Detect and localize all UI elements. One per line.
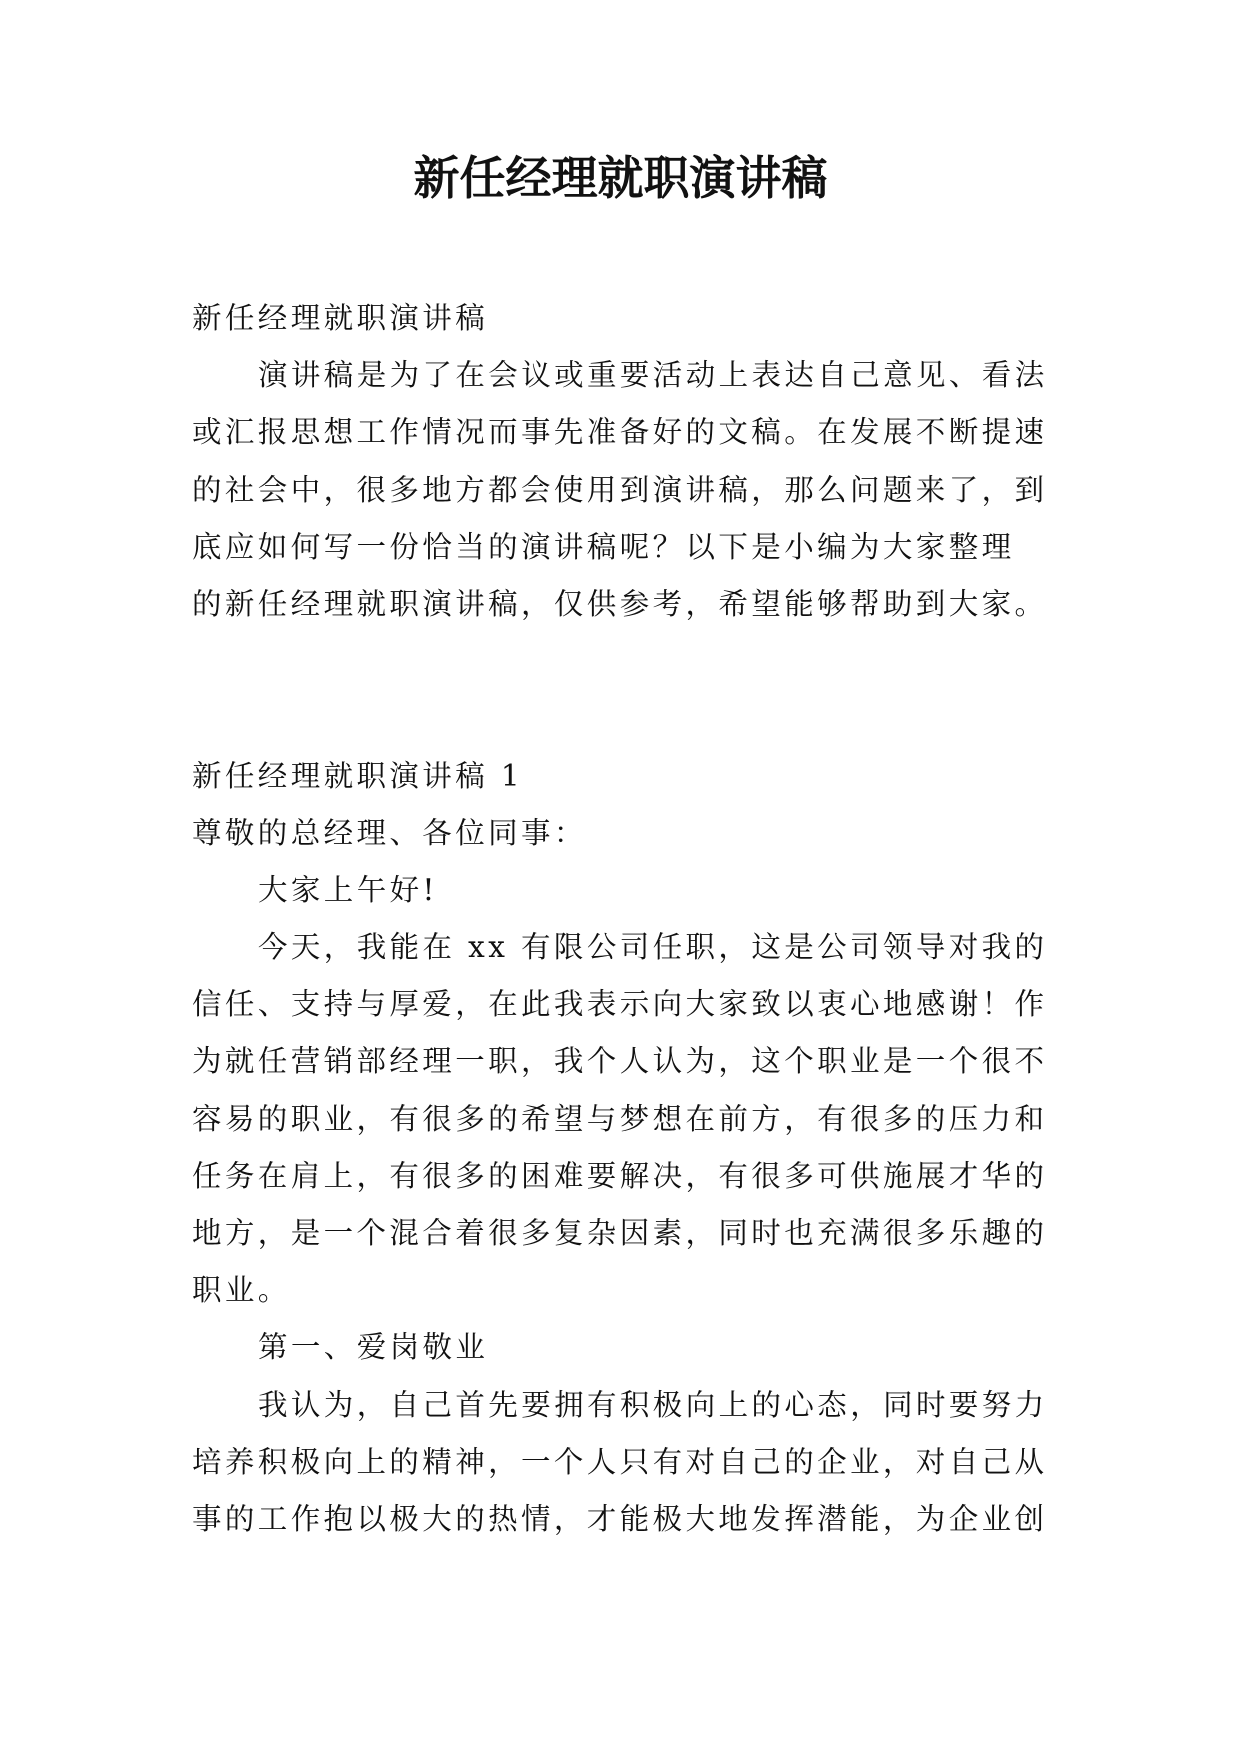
salutation: 尊敬的总经理、各位同事： — [192, 815, 587, 850]
document-title: 新任经理就职演讲稿 — [413, 151, 828, 205]
paragraph-line: 我认为，自己首先要拥有积极向上的心态，同时要努力 — [258, 1387, 1048, 1422]
paragraph-line: 容易的职业，有很多的希望与梦想在前方，有很多的压力和 — [192, 1101, 1048, 1136]
document-subtitle: 新任经理就职演讲稿 — [192, 301, 489, 335]
paragraph-line: 信任、支持与厚爱，在此我表示向大家致以衷心地感谢！作 — [192, 987, 1048, 1022]
paragraph-line: 培养积极向上的精神，一个人只有对自己的企业，对自己从 — [192, 1444, 1048, 1479]
intro-line: 底应如何写一份恰当的演讲稿呢？以下是小编为大家整理 — [192, 529, 1015, 564]
paragraph-line: 为就任营销部经理一职，我个人认为，这个职业是一个很不 — [192, 1044, 1048, 1079]
greeting: 大家上午好! — [258, 872, 438, 907]
point-heading: 第一、爱岗敬业 — [258, 1330, 489, 1365]
paragraph-line: 任务在肩上，有很多的困难要解决，有很多可供施展才华的 — [192, 1158, 1048, 1193]
intro-line: 或汇报思想工作情况而事先准备好的文稿。在发展不断提速 — [192, 415, 1048, 450]
intro-line: 的社会中，很多地方都会使用到演讲稿，那么问题来了，到 — [192, 472, 1048, 507]
document-body — [192, 290, 1062, 1548]
paragraph-line: 地方，是一个混合着很多复杂因素，同时也充满很多乐趣的 — [192, 1216, 1048, 1251]
paragraph-line: 事的工作抱以极大的热情，才能极大地发挥潜能，为企业创 — [192, 1501, 1048, 1536]
paragraph-line: 职业。 — [192, 1273, 291, 1308]
paragraph-line: 今天，我能在 xx 有限公司任职，这是公司领导对我的 — [258, 930, 1048, 965]
section-heading: 新任经理就职演讲稿 1 — [192, 758, 524, 793]
intro-line: 演讲稿是为了在会议或重要活动上表达自己意见、看法 — [258, 358, 1048, 393]
section-spacer — [192, 633, 1062, 747]
intro-line: 的新任经理就职演讲稿，仅供参考，希望能够帮助到大家。 — [192, 586, 1048, 621]
